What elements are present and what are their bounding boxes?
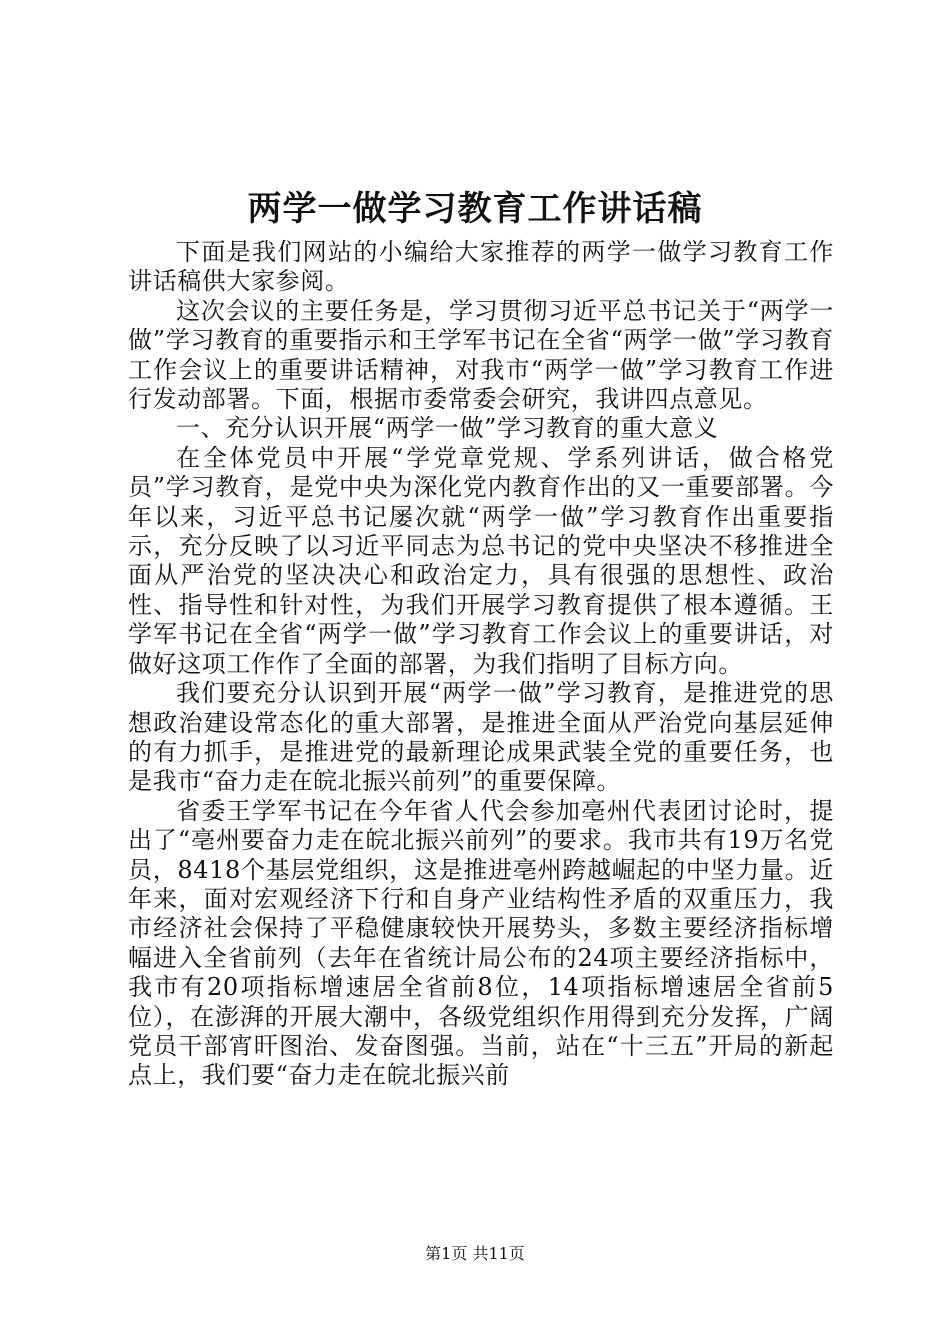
significance-paragraph: 在全体党员中开展“学党章党规、学系列讲话，做合格党员”学习教育，是党中央为深化党内教育作出的又一重要部署。今年以来，习近平总书记屡次就“两学一做”学习教育作出重要指示，充分反映了以习近平同志为总书记的党中央坚决不移推进全面从严治党的坚决决心和政治定力，具有很强的思想性、政治性、指导性和针对性，为我们开展学习教育提供了根本遵循。王学军书记在全省“两学一做”学习教育工作会议上的重要讲话，对做好这项工作作了全面的部署，为我们指明了目标方向。 bbox=[128, 443, 834, 678]
section-heading: 一、充分认识开展“两学一做”学习教育的重大意义 bbox=[176, 414, 719, 443]
meeting-task-paragraph: 这次会议的主要任务是，学习贯彻习近平总书记关于“两学一做”学习教育的重要指示和王学军书记在全省“两学一做”学习教育工作会议上的重要讲话精神，对我市“两学一做”学习教育工作进行发动部署。下面，根据市委常委会研究，我讲四点意见。 bbox=[128, 296, 834, 414]
document-title: 两学一做学习教育工作讲话稿 bbox=[247, 189, 703, 229]
document-body bbox=[128, 238, 834, 1091]
recognition-paragraph: 我们要充分认识到开展“两学一做”学习教育，是推进党的思想政治建设常态化的重大部署，是推进全面从严治党向基层延伸的有力抓手，是推进党的最新理论成果武装全党的重要任务，也是我市“奋力走在皖北振兴前列”的重要保障。 bbox=[128, 679, 834, 796]
bozhou-paragraph: 省委王学军书记在今年省人代会参加亳州代表团讨论时，提出了“亳州要奋力走在皖北振兴前列”的要求。我市共有19万名党员，8418个基层党组织，这是推进亳州跨越崛起的中坚力量。近年来，面对宏观经济下行和自身产业结构性矛盾的双重压力，我市经济社会保持了平稳健康较快开展势头，多数主要经济指标增幅进入全省前列（去年在省统计局公布的24项主要经济指标中，我市有20项指标增速居全省前8位，14项指标增速居全省前5位），在澎湃的开展大潮中，各级党组织作用得到充分发挥，广阔党员干部宵旰图治、发奋图强。当前，站在“十三五”开局的新起点上，我们要“奋力走在皖北振兴前 bbox=[128, 796, 834, 1090]
intro-paragraph: 下面是我们网站的小编给大家推荐的两学一做学习教育工作讲话稿供大家参阅。 bbox=[128, 238, 834, 296]
page-number: 第1页 共11页 bbox=[425, 1244, 525, 1263]
